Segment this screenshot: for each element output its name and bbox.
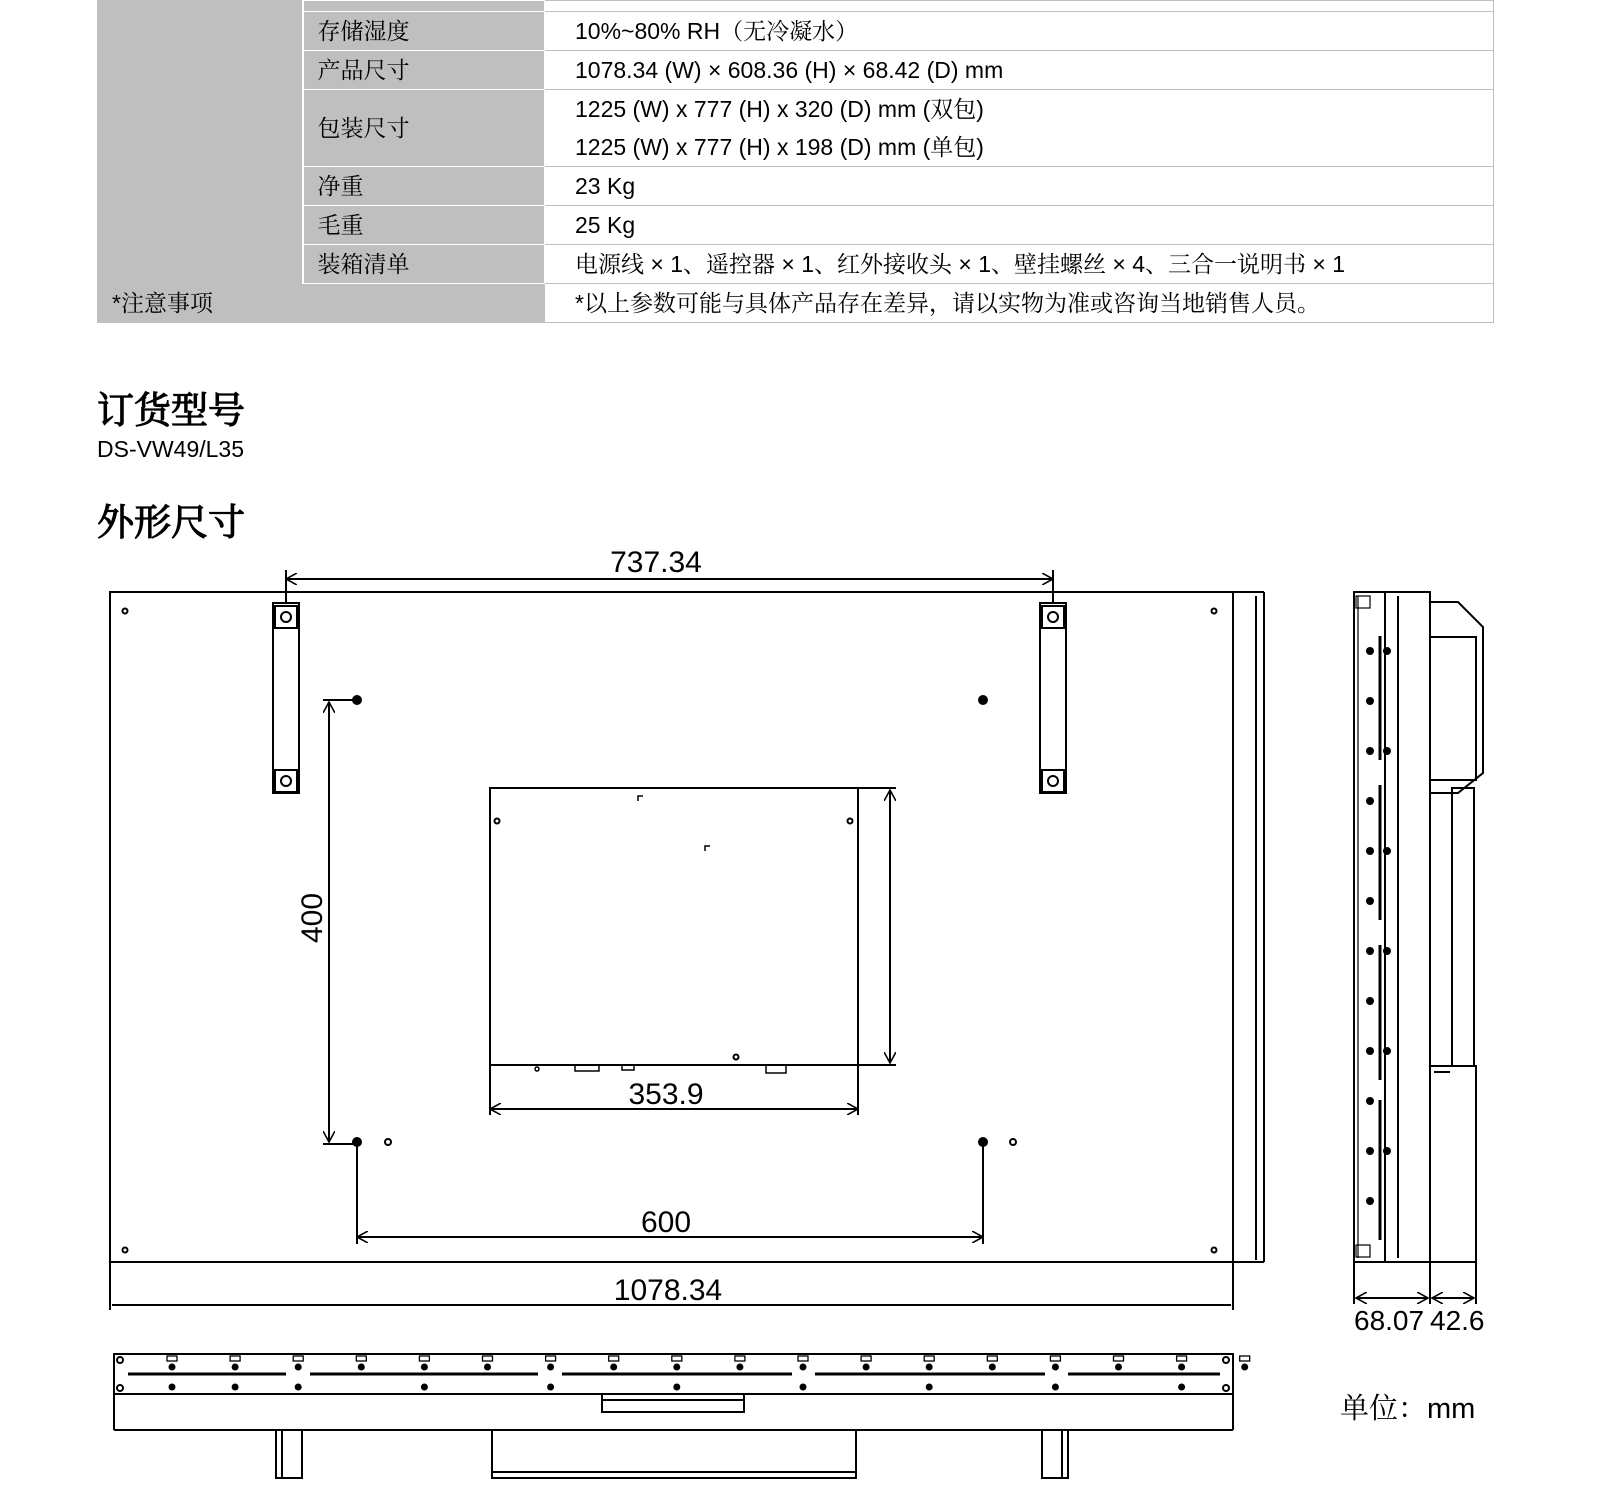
bottom-dot (673, 1384, 680, 1391)
bottom-tick (546, 1356, 556, 1361)
bottom-dot (800, 1384, 807, 1391)
note-label: *注意事项 (98, 284, 545, 323)
bottom-tick (1177, 1356, 1187, 1361)
bottom-dot (295, 1364, 302, 1371)
bottom-dot (1052, 1364, 1059, 1371)
unit-label: 单位：mm (1340, 1393, 1476, 1425)
note-value: *以上参数可能与具体产品存在差异，请以实物为准或咨询当地销售人员。 (545, 284, 1494, 323)
bottom-tick (798, 1356, 808, 1361)
bottom-dot (736, 1364, 743, 1371)
bottom-dot (169, 1384, 176, 1391)
dim-label-box-width: 353.9 (628, 1078, 704, 1111)
dim-label-vertical: 400 (296, 892, 329, 944)
screw-hole (1212, 1248, 1217, 1253)
bottom-dot (1052, 1384, 1059, 1391)
bottom-dot (926, 1364, 933, 1371)
mount-hole (979, 696, 987, 704)
control-box (490, 788, 858, 1065)
bottom-tick (672, 1356, 682, 1361)
bottom-tick (167, 1356, 177, 1361)
bottom-dot (484, 1364, 491, 1371)
dim-label-overall-width: 1078.34 (613, 1274, 723, 1307)
bottom-tick (483, 1356, 493, 1361)
bottom-tick (293, 1356, 303, 1361)
row-label: 毛重 (303, 206, 545, 245)
bottom-dot (169, 1364, 176, 1371)
row-label: 包装尺寸 (303, 90, 545, 167)
bottom-dot (547, 1364, 554, 1371)
bottom-dot (232, 1384, 239, 1391)
dim-label-depth-b: 42.6 (1430, 1305, 1485, 1336)
screw-hole (1212, 609, 1217, 614)
bottom-dot (547, 1384, 554, 1391)
row-value: 23 Kg (545, 167, 1494, 206)
right-bracket (1040, 603, 1066, 793)
bottom-tick (924, 1356, 934, 1361)
pack-size-single: 1225 (W) x 777 (H) x 198 (D) mm (单包) (575, 134, 984, 160)
bottom-tick (419, 1356, 429, 1361)
bottom-dot (1178, 1364, 1185, 1371)
row-value: 1078.34 (W) × 608.36 (H) × 68.42 (D) mm (545, 51, 1494, 90)
bottom-dot (1178, 1384, 1185, 1391)
bottom-dot (673, 1364, 680, 1371)
bottom-tick (1240, 1356, 1250, 1361)
row-value: 25 Kg (545, 206, 1494, 245)
bottom-dot (421, 1364, 428, 1371)
bottom-dot (232, 1364, 239, 1371)
bottom-tick (735, 1356, 745, 1361)
bottom-dot (421, 1384, 428, 1391)
row-label: 产品尺寸 (303, 51, 545, 90)
bottom-dot (295, 1384, 302, 1391)
screw-hole (123, 609, 128, 614)
bottom-dot (358, 1364, 365, 1371)
row-label: 净重 (303, 167, 545, 206)
left-bracket (273, 603, 299, 793)
bottom-tick (230, 1356, 240, 1361)
dim-label-top-width: 737.34 (610, 546, 702, 579)
bottom-tick (1114, 1356, 1124, 1361)
dim-label-bottom-inner: 600 (640, 1206, 692, 1239)
screw-hole (123, 1248, 128, 1253)
bottom-tick (987, 1356, 997, 1361)
bottom-dot (926, 1384, 933, 1391)
side-view-outline (1354, 592, 1430, 1262)
front-panel-outline (110, 592, 1233, 1262)
dim-label-depth-a: 68.07 (1354, 1305, 1425, 1336)
bottom-dot (1115, 1364, 1122, 1371)
bottom-tick (609, 1356, 619, 1361)
bottom-tick (861, 1356, 871, 1361)
row-label: 装箱清单 (303, 245, 545, 284)
bottom-dot (800, 1364, 807, 1371)
dimension-title: 外形尺寸 (97, 502, 245, 543)
bottom-dot (863, 1364, 870, 1371)
row-label: 存储湿度 (303, 12, 545, 51)
order-title: 订货型号 (97, 390, 245, 431)
bottom-tick (1050, 1356, 1060, 1361)
bottom-dot (610, 1364, 617, 1371)
bottom-dot (989, 1364, 996, 1371)
row-value: 10%~80% RH（无冷凝水） (545, 12, 1494, 51)
model-number: DS-VW49/L35 (97, 436, 245, 462)
bottom-tick (356, 1356, 366, 1361)
pack-size-double: 1225 (W) x 777 (H) x 320 (D) mm (双包) (575, 96, 984, 122)
bottom-dot (1241, 1364, 1248, 1371)
row-value: 电源线 × 1、遥控器 × 1、红外接收头 × 1、壁挂螺丝 × 4、三合一说明书 × 1 (545, 245, 1494, 284)
mount-hole (979, 1138, 987, 1146)
